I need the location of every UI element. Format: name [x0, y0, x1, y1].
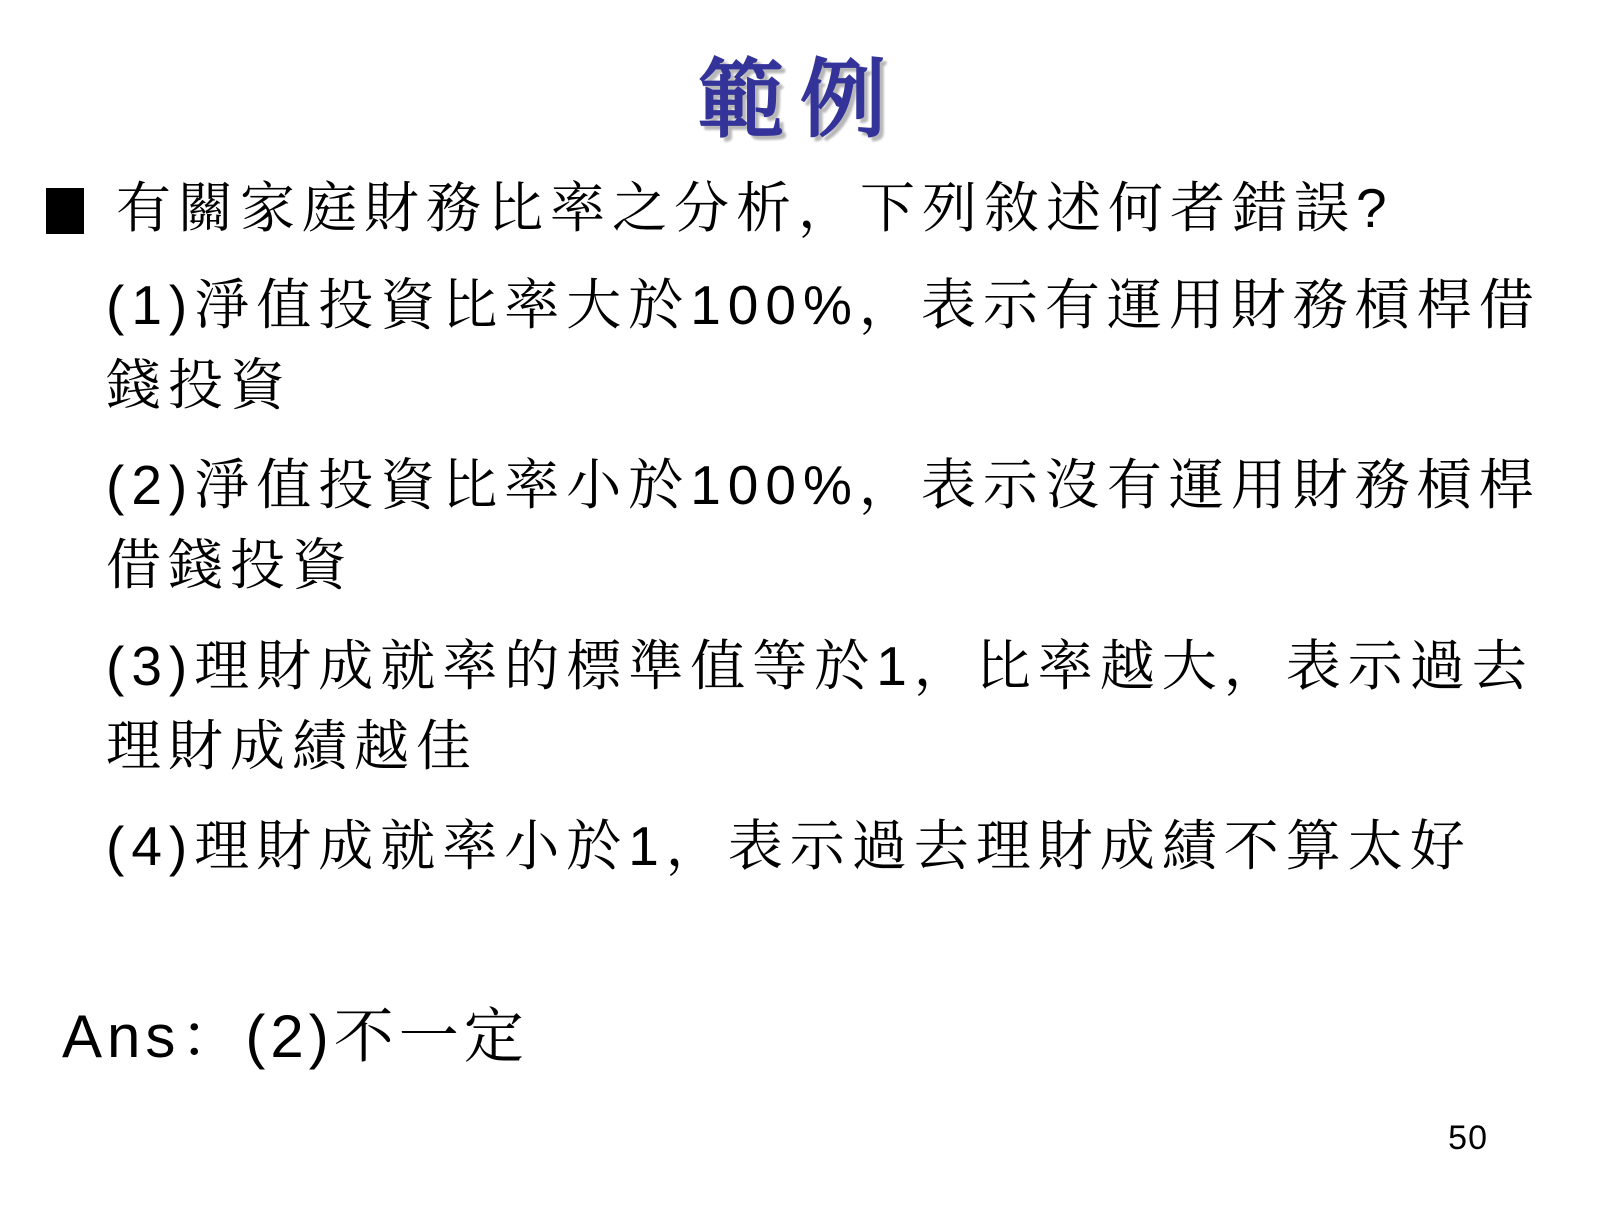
question-text: 有關家庭財務比率之分析，下列敘述何者錯誤?: [116, 177, 1394, 239]
options-list: [106, 265, 1568, 887]
slide: [0, 30, 1600, 1230]
option-4: (4)理財成就率小於1，表示過去理財成績不算太好: [106, 815, 1472, 878]
page-number: 50: [1448, 1119, 1488, 1157]
question-row: [46, 172, 1600, 245]
option-3: (3)理財成就率的標準值等於1，比率越大，表示過去理財成績越佳: [106, 634, 1534, 778]
option-1: (1)淨值投資比率大於100%，表示有運用財務槓桿借錢投資: [106, 273, 1541, 416]
answer-text: Ans：(2)不一定: [62, 1002, 529, 1070]
slide-title: 範例: [698, 49, 902, 150]
option-2: (2)淨值投資比率小於100%，表示沒有運用財務槓桿借錢投資: [106, 454, 1541, 597]
bullet-square-icon: [46, 188, 84, 234]
